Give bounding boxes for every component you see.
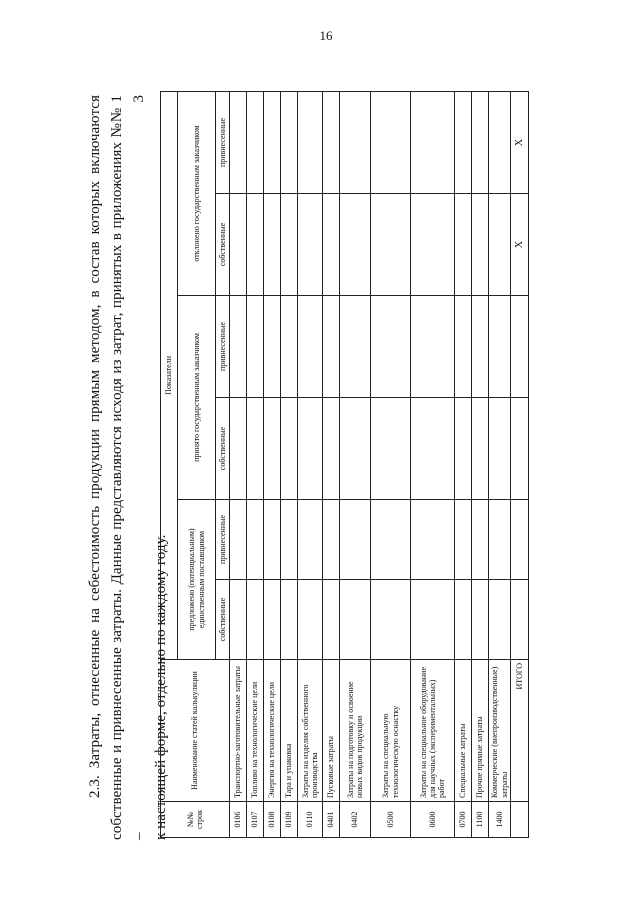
- row-item-name: Энергия на технологические цели: [264, 660, 281, 802]
- value-cell: [281, 500, 298, 580]
- total-value-cell: [511, 500, 529, 580]
- header-proposed-own: собственные: [216, 580, 230, 660]
- value-cell: [281, 398, 298, 500]
- table-row: [281, 91, 298, 837]
- value-cell: [298, 500, 323, 580]
- row-item-name: Прочие прямые затраты: [472, 660, 489, 802]
- row-item-name: Транспортно-заготовительные затраты: [230, 660, 247, 802]
- row-item-name: Тара и упаковка: [281, 660, 298, 802]
- value-cell: [264, 580, 281, 660]
- value-cell: [371, 296, 411, 398]
- value-cell: [323, 580, 340, 660]
- header-proposed: предложено (потенциальным) единственным поставщиком: [178, 500, 216, 660]
- header-row-number: №№ строк: [161, 802, 230, 838]
- paragraph-line-3: к настоящей форме, отдельно по каждому году.: [152, 534, 169, 840]
- total-number-cell: [511, 802, 529, 838]
- value-cell: [298, 580, 323, 660]
- value-cell: [489, 296, 511, 398]
- value-cell: [411, 91, 455, 193]
- value-cell: [230, 580, 247, 660]
- header-accepted-brought: привнесенные: [216, 296, 230, 398]
- header-rejected-brought: привнесенные: [216, 91, 230, 193]
- table-row: [489, 91, 511, 837]
- value-cell: [455, 398, 472, 500]
- value-cell: [455, 296, 472, 398]
- value-cell: [264, 500, 281, 580]
- value-cell: [323, 194, 340, 296]
- value-cell: [489, 500, 511, 580]
- row-number: 0500: [371, 802, 411, 838]
- value-cell: [247, 398, 264, 500]
- row-number: 0700: [455, 802, 472, 838]
- header-rejected: отклонено государственным заказчиком: [178, 91, 216, 295]
- value-cell: [411, 398, 455, 500]
- row-number: 0401: [323, 802, 340, 838]
- row-item-name: Коммерческие (внепроизводственные) затраты: [489, 660, 511, 802]
- table-row: [247, 91, 264, 837]
- header-accepted-own: собственные: [216, 398, 230, 500]
- row-item-name: Затраты на подготовку и освоение новых видов продукции: [340, 660, 371, 802]
- row-number: 0106: [230, 802, 247, 838]
- value-cell: [230, 194, 247, 296]
- value-cell: [340, 296, 371, 398]
- value-cell: [489, 580, 511, 660]
- total-x-mark: X: [511, 194, 529, 296]
- header-proposed-brought: привнесенные: [216, 500, 230, 580]
- table-row: [323, 91, 340, 837]
- row-number: 0109: [281, 802, 298, 838]
- value-cell: [247, 296, 264, 398]
- value-cell: [455, 91, 472, 193]
- row-item-name: Затраты на специальное оборудование для научных (экспериментальных) работ: [411, 660, 455, 802]
- value-cell: [472, 398, 489, 500]
- row-number: 0108: [264, 802, 281, 838]
- table-row: [264, 91, 281, 837]
- value-cell: [371, 500, 411, 580]
- table-row: [230, 91, 247, 837]
- total-value-cell: [511, 398, 529, 500]
- table-row: [340, 91, 371, 837]
- total-row: [511, 91, 529, 837]
- value-cell: [489, 398, 511, 500]
- row-item-name: Затраты на специальную технологическую оснастку: [371, 660, 411, 802]
- value-cell: [489, 194, 511, 296]
- value-cell: [340, 500, 371, 580]
- value-cell: [264, 194, 281, 296]
- value-cell: [323, 296, 340, 398]
- row-item-name: Пусковые затраты: [323, 660, 340, 802]
- value-cell: [298, 398, 323, 500]
- value-cell: [247, 91, 264, 193]
- value-cell: [371, 398, 411, 500]
- value-cell: [264, 91, 281, 193]
- value-cell: [371, 580, 411, 660]
- total-value-cell: [511, 580, 529, 660]
- value-cell: [230, 500, 247, 580]
- value-cell: [340, 91, 371, 193]
- row-item-name: Специальные затраты: [455, 660, 472, 802]
- paragraph-line-2: собственные и привнесенные затраты. Данные представляются исходя из затрат, принятых в приложениях №№ 1 – 3: [108, 95, 147, 840]
- table-row: [455, 91, 472, 837]
- value-cell: [340, 398, 371, 500]
- paragraph-line-1: 2.3. Затраты, отнесенные на себестоимость продукции прямым методом, в состав которых включаются: [86, 95, 103, 798]
- value-cell: [298, 194, 323, 296]
- header-item-name: Наименование статей калькуляции: [161, 660, 230, 802]
- value-cell: [281, 194, 298, 296]
- value-cell: [371, 194, 411, 296]
- value-cell: [340, 194, 371, 296]
- table-row: [472, 91, 489, 837]
- row-number: 1100: [472, 802, 489, 838]
- value-cell: [323, 91, 340, 193]
- value-cell: [247, 194, 264, 296]
- total-label: ИТОГО: [511, 660, 529, 802]
- value-cell: [411, 580, 455, 660]
- rotated-content: [82, 68, 525, 868]
- value-cell: [264, 398, 281, 500]
- value-cell: [230, 398, 247, 500]
- row-item-name: Затраты на изделия собственного производства: [298, 660, 323, 802]
- row-number: 1400: [489, 802, 511, 838]
- row-number: 0107: [247, 802, 264, 838]
- table-row: [298, 91, 323, 837]
- value-cell: [230, 296, 247, 398]
- value-cell: [455, 580, 472, 660]
- value-cell: [298, 91, 323, 193]
- table-row: [411, 91, 455, 837]
- table-row: [371, 91, 411, 837]
- value-cell: [281, 296, 298, 398]
- value-cell: [298, 296, 323, 398]
- value-cell: [411, 296, 455, 398]
- row-number: 0402: [340, 802, 371, 838]
- value-cell: [472, 580, 489, 660]
- row-number: 0600: [411, 802, 455, 838]
- value-cell: [411, 194, 455, 296]
- value-cell: [323, 398, 340, 500]
- value-cell: [472, 500, 489, 580]
- header-accepted: принято государственным заказчиком: [178, 296, 216, 500]
- value-cell: [281, 91, 298, 193]
- value-cell: [323, 500, 340, 580]
- value-cell: [472, 194, 489, 296]
- intro-paragraph: [84, 95, 172, 840]
- row-number: 0110: [298, 802, 323, 838]
- header-indicators: Показатели: [161, 91, 178, 659]
- value-cell: [340, 580, 371, 660]
- value-cell: [472, 91, 489, 193]
- value-cell: [230, 91, 247, 193]
- value-cell: [371, 91, 411, 193]
- value-cell: [247, 580, 264, 660]
- value-cell: [489, 91, 511, 193]
- value-cell: [247, 500, 264, 580]
- value-cell: [455, 500, 472, 580]
- page-number: 16: [319, 28, 333, 43]
- value-cell: [472, 296, 489, 398]
- value-cell: [455, 194, 472, 296]
- value-cell: [411, 500, 455, 580]
- header-rejected-own: собственные: [216, 194, 230, 296]
- cost-table: [160, 91, 529, 838]
- value-cell: [281, 580, 298, 660]
- value-cell: [264, 296, 281, 398]
- total-value-cell: [511, 296, 529, 398]
- total-x-mark: X: [511, 91, 529, 193]
- row-item-name: Топливо на технологические цели: [247, 660, 264, 802]
